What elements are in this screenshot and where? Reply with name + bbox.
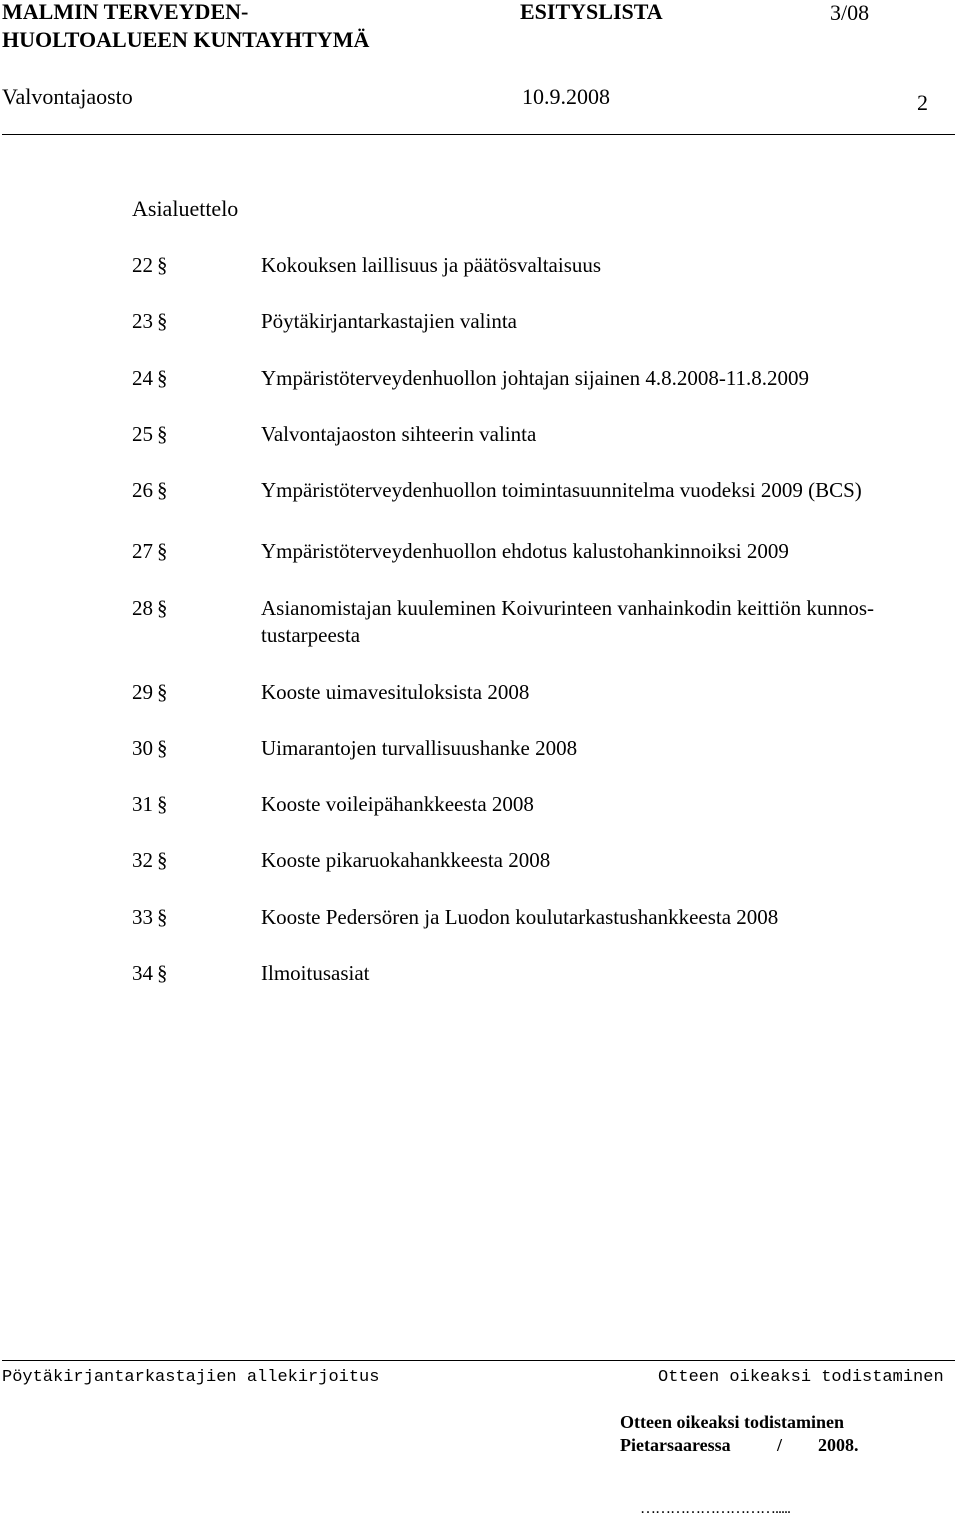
section-sign-icon: § bbox=[157, 905, 168, 929]
certification-title: Otteen oikeaksi todistaminen bbox=[620, 1412, 845, 1432]
item-number: 29 bbox=[132, 680, 153, 704]
section-sign-icon: § bbox=[157, 539, 168, 563]
item-text: Kooste voileipähankkeesta 2008 bbox=[261, 792, 534, 816]
section-sign-icon: § bbox=[157, 792, 168, 816]
section-sign-icon: § bbox=[157, 848, 168, 872]
footer-divider bbox=[2, 1360, 955, 1361]
item-text: Kooste pikaruokahankkeesta 2008 bbox=[261, 848, 551, 872]
organization-name-line1: MALMIN TERVEYDEN- bbox=[2, 0, 249, 24]
agenda-title: Asialuettelo bbox=[132, 196, 239, 221]
committee-name: Valvontajaosto bbox=[2, 84, 133, 109]
item-number: 24 bbox=[132, 366, 153, 390]
item-number: 31 bbox=[132, 792, 153, 816]
section-sign-icon: § bbox=[157, 596, 168, 620]
item-number: 22 bbox=[132, 253, 153, 277]
item-number: 23 bbox=[132, 309, 153, 333]
item-number: 34 bbox=[132, 961, 153, 985]
item-text: Pöytäkirjantarkastajien valinta bbox=[261, 309, 517, 333]
item-number: 32 bbox=[132, 848, 153, 872]
item-text: Valvontajaoston sihteerin valinta bbox=[261, 422, 537, 446]
item-text-continuation: tustarpeesta bbox=[261, 623, 361, 647]
organization-name-line2: HUOLTOALUEEN KUNTAYHTYMÄ bbox=[2, 27, 370, 52]
certification-slash: / bbox=[777, 1435, 783, 1455]
certification-year: 2008. bbox=[818, 1435, 859, 1455]
certification-place: Pietarsaaressa bbox=[620, 1435, 731, 1455]
section-sign-icon: § bbox=[157, 253, 168, 277]
item-text: Kooste Pedersören ja Luodon koulutarkastushankkeesta 2008 bbox=[261, 905, 779, 929]
item-text: Kokouksen laillisuus ja päätösvaltaisuus bbox=[261, 253, 602, 277]
section-sign-icon: § bbox=[157, 478, 168, 502]
signature-label-left: Pöytäkirjantarkastajien allekirjoitus bbox=[2, 1368, 380, 1387]
page-number: 2 bbox=[917, 90, 928, 115]
item-number: 25 bbox=[132, 422, 153, 446]
item-text: Ilmoitusasiat bbox=[261, 961, 370, 985]
item-text: Kooste uimavesituloksista 2008 bbox=[261, 680, 530, 704]
item-number: 30 bbox=[132, 736, 153, 760]
section-sign-icon: § bbox=[157, 309, 168, 333]
section-sign-icon: § bbox=[157, 366, 168, 390]
item-text: Ympäristöterveydenhuollon johtajan sijainen 4.8.2008-11.8.2009 bbox=[261, 366, 810, 390]
section-sign-icon: § bbox=[157, 422, 168, 446]
item-text: Uimarantojen turvallisuushanke 2008 bbox=[261, 736, 578, 760]
item-text: Ympäristöterveydenhuollon toimintasuunnitelma vuodeksi 2009 (BCS) bbox=[261, 478, 862, 502]
section-sign-icon: § bbox=[157, 736, 168, 760]
signature-line: ………………………..... bbox=[640, 1500, 790, 1517]
item-number: 33 bbox=[132, 905, 153, 929]
section-sign-icon: § bbox=[157, 680, 168, 704]
document-number: 3/08 bbox=[830, 0, 870, 25]
certification-label-right: Otteen oikeaksi todistaminen bbox=[658, 1368, 944, 1387]
meeting-date: 10.9.2008 bbox=[522, 84, 610, 109]
item-number: 26 bbox=[132, 478, 153, 502]
header-divider bbox=[2, 134, 955, 135]
item-number: 27 bbox=[132, 539, 153, 563]
document-type: ESITYSLISTA bbox=[520, 0, 663, 24]
section-sign-icon: § bbox=[157, 961, 168, 985]
item-text: Asianomistajan kuuleminen Koivurinteen vanhainkodin keittiön kunnos- bbox=[261, 596, 874, 620]
item-number: 28 bbox=[132, 596, 153, 620]
item-text: Ympäristöterveydenhuollon ehdotus kalustohankinnoiksi 2009 bbox=[261, 539, 789, 563]
